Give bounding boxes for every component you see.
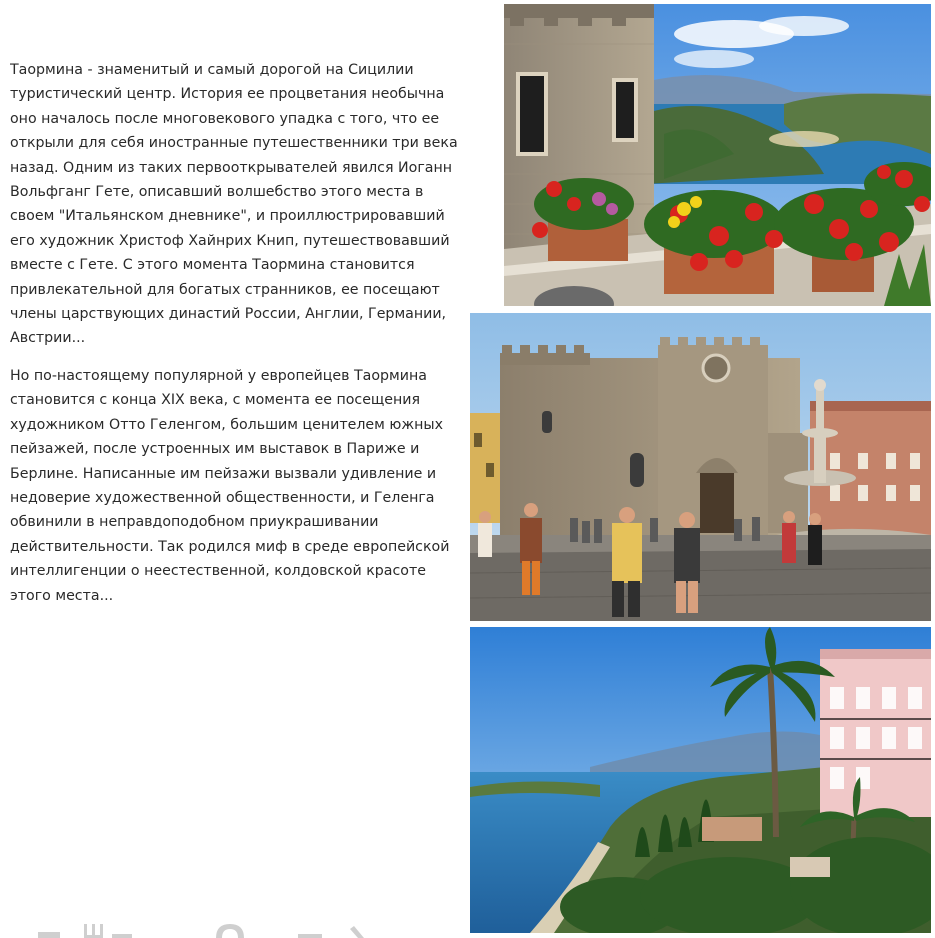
text-line: этого места... bbox=[10, 587, 114, 604]
bottom-cutoff-text-fragment bbox=[38, 918, 398, 938]
photo-coast-palms bbox=[470, 627, 931, 933]
text-line: Таормина - знаменитый и самый дорогой на Сицилии bbox=[10, 62, 414, 78]
text-line: назад. Одним из таких первооткрывателей явился Иоганн bbox=[10, 159, 453, 176]
text-line: туристический центр. История ее процветания необычна bbox=[10, 86, 445, 103]
text-line: открыли для себя иностранные путешественники три века bbox=[10, 135, 458, 152]
text-line: Но по-настоящему популярной у европейцев Таормина bbox=[10, 367, 427, 384]
article-text bbox=[10, 58, 462, 618]
text-line: Вольфганг Гете, описавший волшебство этого места в bbox=[10, 184, 424, 201]
photo-cathedral-square bbox=[470, 313, 931, 621]
paragraph-2 bbox=[10, 364, 462, 608]
text-line: действительности. Так родился миф в среде европейской bbox=[10, 538, 450, 555]
text-line: интеллигенции о неестественной, колдовской красоте bbox=[10, 563, 426, 580]
text-line: Берлине. Написанные им пейзажи вызвали удивление и bbox=[10, 465, 437, 482]
cutoff-glyphs bbox=[38, 918, 398, 938]
text-line: Австрии... bbox=[10, 330, 86, 347]
text-line: недоверие художественной общественности, и Геленга bbox=[10, 489, 435, 506]
text-line: оно началось после многовекового упадка с того, что ее bbox=[10, 110, 440, 127]
text-line: члены царствующих династий России, Англии, Германии, bbox=[10, 306, 447, 323]
cathedral-image bbox=[470, 313, 931, 621]
text-line: художником Отто Геленгом, большим ценителем южных bbox=[10, 416, 443, 433]
photo-terrace-geraniums bbox=[504, 4, 931, 306]
paragraph-1 bbox=[10, 58, 462, 351]
coast-image bbox=[470, 627, 931, 933]
text-line: становится с конца XIX века, с момента ее посещения bbox=[10, 392, 421, 409]
text-line: вместе с Гете. С этого момента Таормина становится bbox=[10, 257, 415, 274]
text-line: привлекательной для богатых странников, ее посещают bbox=[10, 281, 440, 298]
text-line: своем "Итальянском дневнике", и проиллюстрировавший bbox=[10, 208, 445, 225]
text-line: обвинили в неправдоподобном приукрашивании bbox=[10, 514, 379, 531]
terrace-image bbox=[504, 4, 931, 306]
text-line: его художник Христоф Хайнрих Книп, путешествовавший bbox=[10, 232, 450, 249]
text-line: пейзажей, после устроенных им выставок в Париже и bbox=[10, 441, 420, 458]
